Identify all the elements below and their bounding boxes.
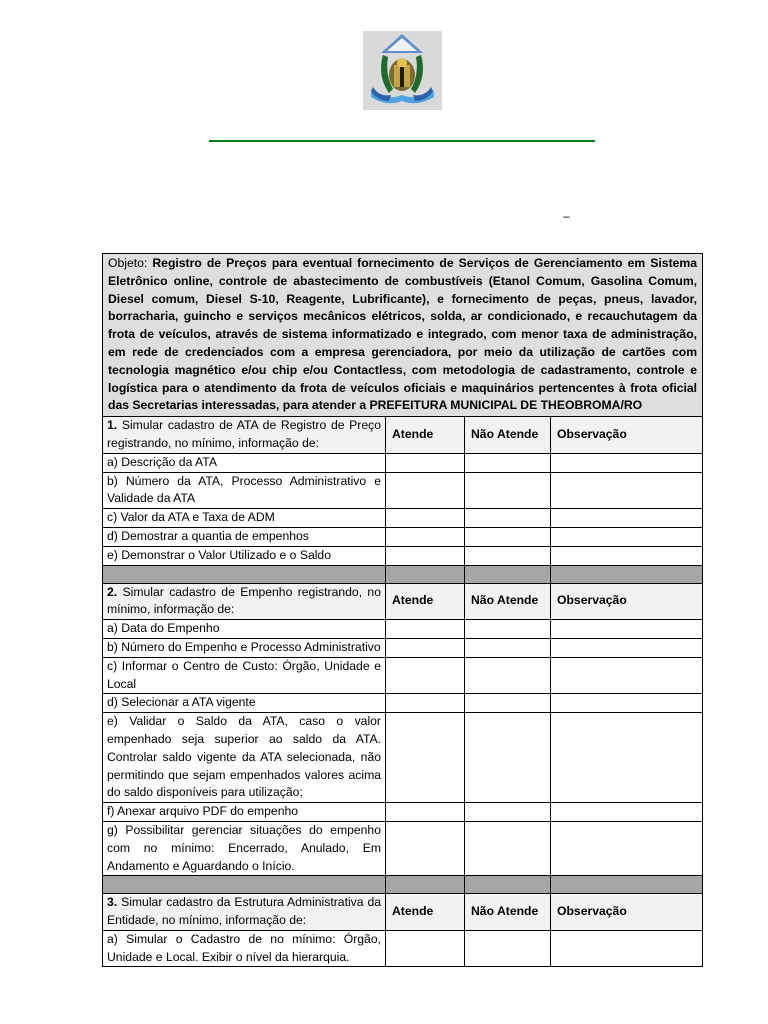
nao-atende-cell (465, 803, 551, 822)
table-row (103, 620, 703, 639)
table-row (103, 657, 703, 694)
col-atende: Atende (386, 417, 465, 454)
observacao-cell (551, 821, 703, 875)
table-row (103, 694, 703, 713)
table-row (103, 546, 703, 565)
nao-atende-cell (465, 546, 551, 565)
table-row (103, 930, 703, 967)
observacao-cell (551, 620, 703, 639)
item-text: c) Valor da ATA e Taxa de ADM (103, 509, 386, 528)
atende-cell (386, 803, 465, 822)
item-text: f) Anexar arquivo PDF do empenho (103, 803, 386, 822)
section-separator (103, 565, 703, 583)
nao-atende-cell (465, 472, 551, 509)
observacao-cell (551, 546, 703, 565)
nao-atende-cell (465, 638, 551, 657)
atende-cell (386, 930, 465, 967)
section-1-title: 1. Simular cadastro de ATA de Registro de Preço registrando, no mínimo, informação de: (103, 417, 386, 454)
col-atende: Atende (386, 583, 465, 620)
observacao-cell (551, 527, 703, 546)
atende-cell (386, 453, 465, 472)
col-atende: Atende (386, 894, 465, 931)
nao-atende-cell (465, 453, 551, 472)
table-row (103, 713, 703, 803)
nao-atende-cell (465, 713, 551, 803)
table-row (103, 509, 703, 528)
section-separator (103, 876, 703, 894)
observacao-cell (551, 453, 703, 472)
header-dash: – (563, 209, 570, 223)
table-row (103, 527, 703, 546)
section-3-header (103, 894, 703, 931)
col-observacao: Observação (551, 417, 703, 454)
atende-cell (386, 620, 465, 639)
observacao-cell (551, 930, 703, 967)
atende-cell (386, 638, 465, 657)
objeto-row (103, 254, 703, 417)
table-row (103, 472, 703, 509)
col-nao-atende: Não Atende (465, 583, 551, 620)
atende-cell (386, 713, 465, 803)
item-text: a) Descrição da ATA (103, 453, 386, 472)
observacao-cell (551, 509, 703, 528)
observacao-cell (551, 713, 703, 803)
item-text: e) Validar o Saldo da ATA, caso o valor empenhado seja superior ao saldo da ATA. Controlar saldo vigente da ATA selecionada, não permitindo que sejam empenhados valores acima do saldo disponíveis para utilização; (103, 713, 386, 803)
item-text: b) Número do Empenho e Processo Administrativo (103, 638, 386, 657)
observacao-cell (551, 694, 703, 713)
atende-cell (386, 472, 465, 509)
atende-cell (386, 546, 465, 565)
atende-cell (386, 694, 465, 713)
col-observacao: Observação (551, 583, 703, 620)
item-text: a) Simular o Cadastro de no mínimo: Órgão, Unidade e Local. Exibir o nível da hierarquia. (103, 930, 386, 967)
table-row (103, 803, 703, 822)
objeto-label: Objeto: (108, 256, 148, 270)
nao-atende-cell (465, 694, 551, 713)
table-row (103, 453, 703, 472)
section-1-header (103, 417, 703, 454)
col-observacao: Observação (551, 894, 703, 931)
item-text: b) Número da ATA, Processo Administrativo e Validade da ATA (103, 472, 386, 509)
atende-cell (386, 527, 465, 546)
atende-cell (386, 509, 465, 528)
atende-cell (386, 657, 465, 694)
col-nao-atende: Não Atende (465, 894, 551, 931)
item-text: g) Possibilitar gerenciar situações do empenho com no mínimo: Encerrado, Anulado, Em Andamento e Aguardando o Início. (103, 821, 386, 875)
item-text: d) Demostrar a quantia de empenhos (103, 527, 386, 546)
objeto-text: Registro de Preços para eventual fornecimento de Serviços de Gerenciamento em Sistema Eletrônico online, controle de abastecimento de combustíveis (Etanol Comum, Gasolina Comum, Diesel comum, Diesel S-10, Reagente, Lubrificante), e fornecimento de peças, pneus, lavador, borracharia, guincho e serviços mecânicos elétricos, solda, ar condicionado, e recauchutagem da frota de veículos, através de sistema informatizado e integrado, com menor taxa de administração, em rede de credenciados com a empresa gerenciadora, por meio da utilização de cartões com tecnologia magnético e/ou chip e/ou Contactless, com metodologia de cadastramento, controle e logística para o atendimento da frota de veículos oficiais e maquinários pertencentes à frota oficial das Secretarias interessadas, para atender a PREFEITURA MUNICIPAL DE THEOBROMA/RO (108, 256, 698, 413)
nao-atende-cell (465, 509, 551, 528)
observacao-cell (551, 472, 703, 509)
observacao-cell (551, 657, 703, 694)
item-text: d) Selecionar a ATA vigente (103, 694, 386, 713)
nao-atende-cell (465, 930, 551, 967)
section-2-title: 2. Simular cadastro de Empenho registrando, no mínimo, informação de: (103, 583, 386, 620)
nao-atende-cell (465, 657, 551, 694)
atende-cell (386, 821, 465, 875)
nao-atende-cell (465, 527, 551, 546)
objeto-cell (103, 254, 703, 417)
municipal-coat-of-arms-icon (363, 31, 442, 110)
nao-atende-cell (465, 821, 551, 875)
section-3-title: 3. Simular cadastro da Estrutura Administrativa da Entidade, no mínimo, informação de: (103, 894, 386, 931)
table-row (103, 638, 703, 657)
table-row (103, 821, 703, 875)
requirements-table (102, 253, 703, 967)
item-text: a) Data do Empenho (103, 620, 386, 639)
section-2-header (103, 583, 703, 620)
item-text: c) Informar o Centro de Custo: Órgão, Unidade e Local (103, 657, 386, 694)
observacao-cell (551, 638, 703, 657)
nao-atende-cell (465, 620, 551, 639)
col-nao-atende: Não Atende (465, 417, 551, 454)
item-text: e) Demonstrar o Valor Utilizado e o Saldo (103, 546, 386, 565)
observacao-cell (551, 803, 703, 822)
header-divider (209, 140, 595, 142)
